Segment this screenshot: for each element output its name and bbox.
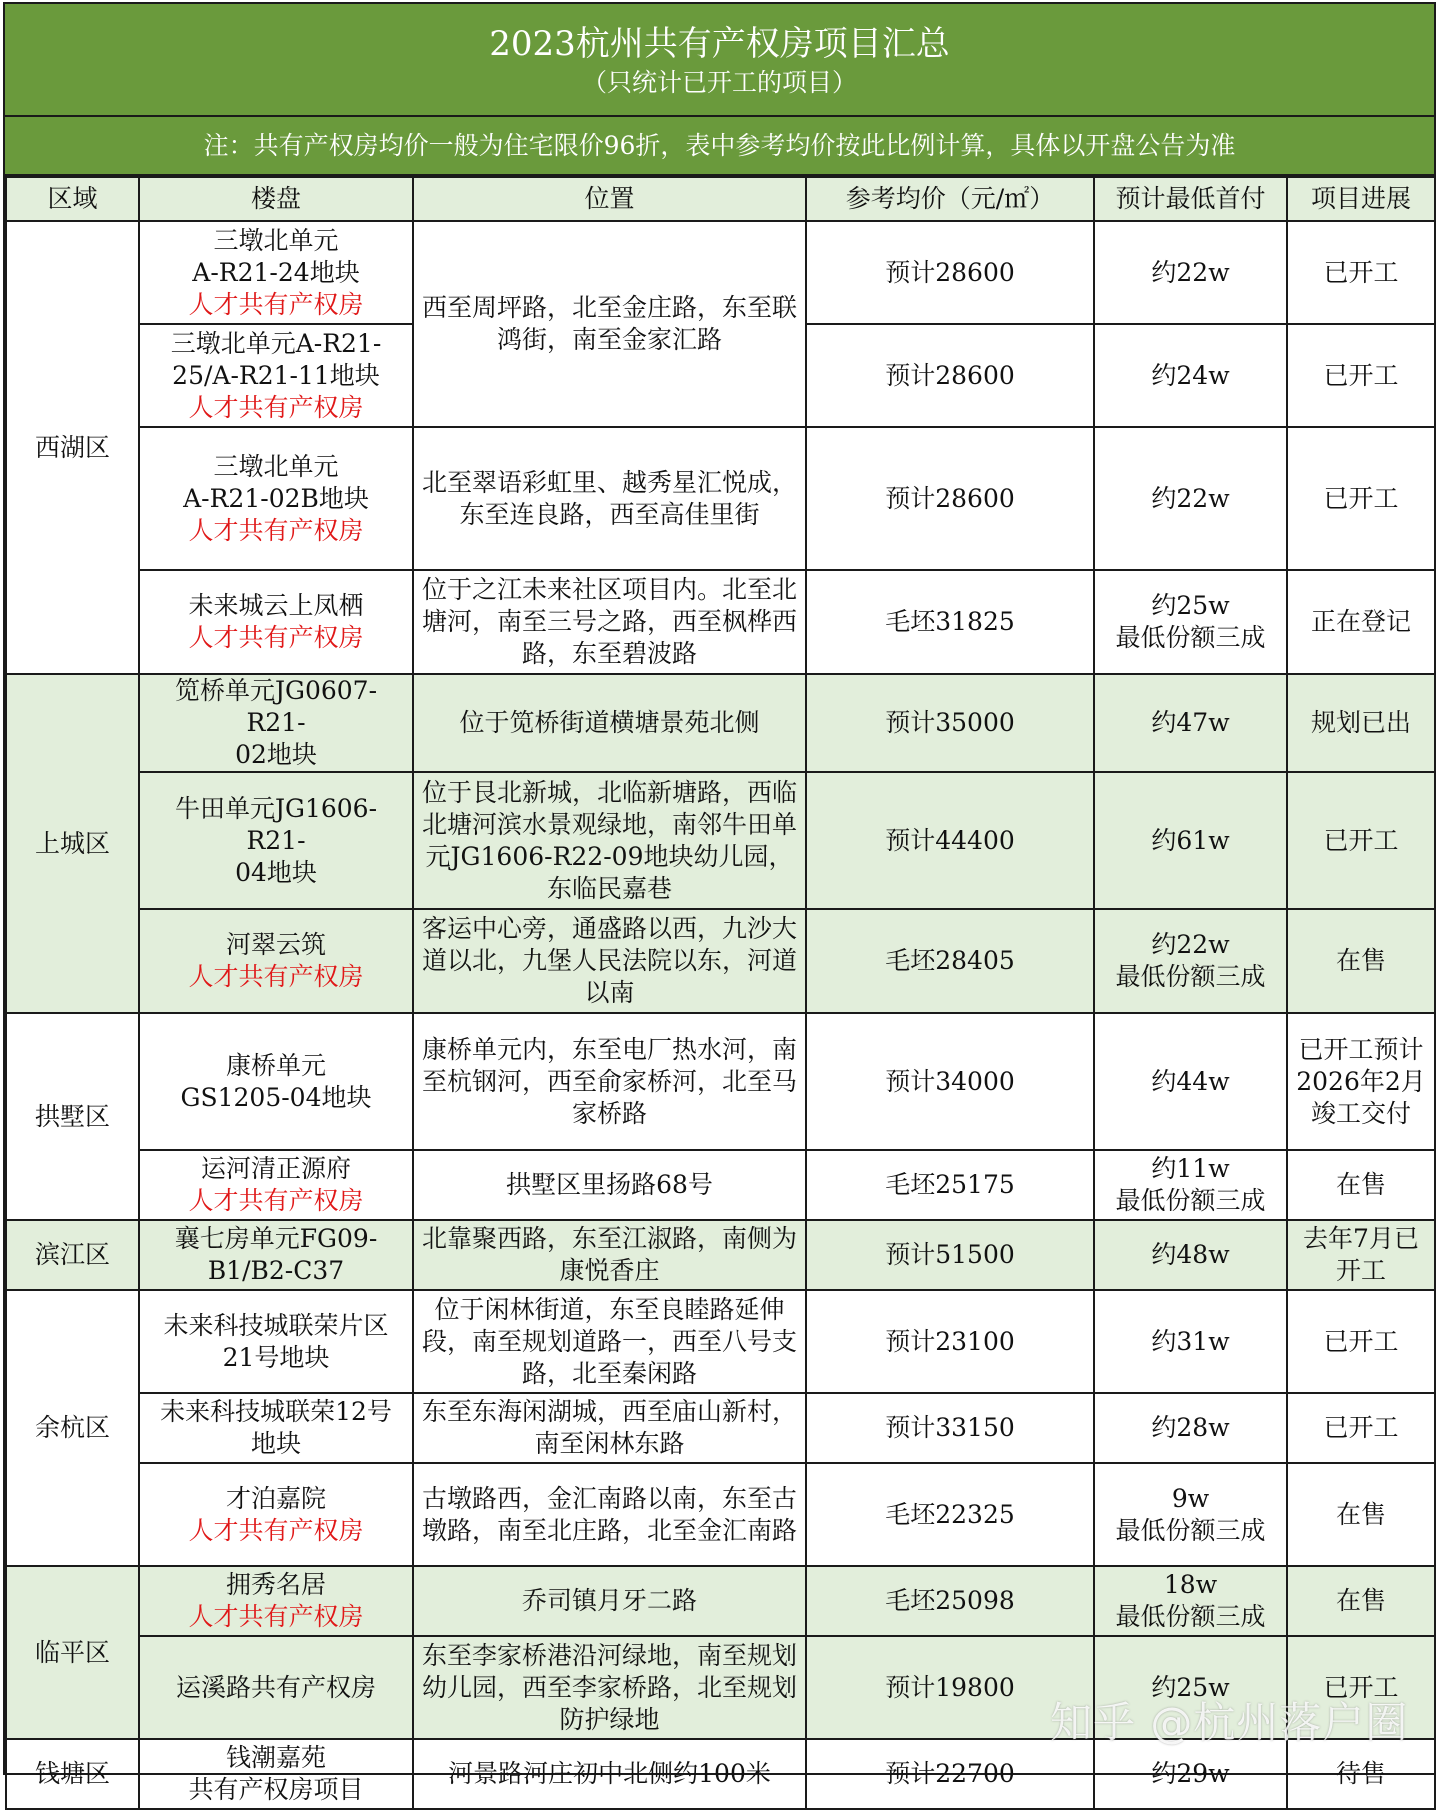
project-name-cell (139, 1290, 413, 1393)
table-row (6, 1463, 1435, 1566)
col-header-status: 项目进展 (1287, 177, 1435, 221)
downpayment-cell (1094, 1220, 1287, 1290)
talent-tag: 人才共有产权房 (188, 392, 364, 422)
table-row (6, 909, 1435, 1013)
downpayment-share: 最低份额三成 (1115, 1602, 1266, 1631)
downpayment-cell (1094, 909, 1287, 1013)
district-cell: 余杭区 (6, 1290, 139, 1566)
downpayment-value: 约25w (1151, 1672, 1230, 1702)
downpayment-value: 约22w (1151, 483, 1230, 513)
project-name-line: 钱潮嘉苑 (225, 1743, 326, 1772)
status-cell: 已开工 (1287, 427, 1435, 570)
project-name-line: 未来科技城联荣12号 (160, 1397, 392, 1426)
downpayment-share: 最低份额三成 (1115, 1186, 1266, 1215)
status-cell: 已开工 (1287, 1290, 1435, 1393)
project-name-cell (139, 1566, 413, 1636)
col-header-location: 位置 (413, 177, 806, 221)
project-name-line: 笕桥单元JG0607-R21- (174, 676, 378, 737)
project-name-line: 21号地块 (222, 1342, 330, 1372)
location-cell: 客运中心旁，通盛路以西，九沙大道以北，九堡人民法院以东，河道以南 (413, 909, 806, 1013)
project-name-cell (139, 427, 413, 570)
summary-sheet (3, 2, 1436, 1804)
status-cell: 待售 (1287, 1739, 1435, 1809)
district-cell: 西湖区 (6, 221, 139, 674)
table-row (6, 1566, 1435, 1636)
project-name-line: 02地块 (235, 740, 317, 769)
price-cell: 毛坯31825 (806, 570, 1094, 674)
downpayment-value: 约25w (1151, 591, 1230, 620)
col-header-district: 区域 (6, 177, 139, 221)
table-header-row (6, 177, 1435, 221)
downpayment-cell (1094, 674, 1287, 772)
talent-tag: 人才共有产权房 (188, 1186, 364, 1215)
downpayment-cell (1094, 772, 1287, 909)
project-name-cell (139, 909, 413, 1013)
status-cell: 在售 (1287, 1150, 1435, 1220)
status-cell: 正在登记 (1287, 570, 1435, 674)
downpayment-cell (1094, 1393, 1287, 1463)
project-name-cell (139, 1013, 413, 1150)
downpayment-cell (1094, 1013, 1287, 1150)
downpayment-share: 最低份额三成 (1115, 623, 1266, 652)
location-cell: 东至东海闲湖城，西至庙山新村，南至闲林东路 (413, 1393, 806, 1463)
status-cell: 已开工预计2026年2月竣工交付 (1287, 1013, 1435, 1150)
downpayment-value: 约11w (1151, 1154, 1230, 1183)
watermark: 知乎 @杭州落户圈 (1050, 1698, 1409, 1747)
status-cell: 已开工 (1287, 772, 1435, 909)
talent-tag: 人才共有产权房 (188, 1602, 364, 1631)
downpayment-cell (1094, 1150, 1287, 1220)
project-name-cell (139, 1463, 413, 1566)
project-name-cell (139, 1739, 413, 1809)
price-cell: 预计35000 (806, 674, 1094, 772)
project-name-line: B1/B2-C37 (207, 1256, 345, 1285)
col-header-downpayment: 预计最低首付 (1094, 177, 1287, 221)
downpayment-value: 约24w (1151, 360, 1230, 390)
location-cell: 拱墅区里扬路68号 (413, 1150, 806, 1220)
project-name-line: 才泊嘉院 (225, 1483, 326, 1513)
project-name-cell (139, 1636, 413, 1739)
project-name-line: A-R21-02B地块 (183, 483, 369, 513)
title-band (5, 4, 1434, 117)
downpayment-value: 约22w (1151, 930, 1230, 959)
page-title: 2023杭州共有产权房项目汇总 (489, 24, 950, 64)
location-cell: 河景路河庄初中北侧约100米 (413, 1739, 806, 1809)
price-cell: 预计44400 (806, 772, 1094, 909)
table-row (6, 1150, 1435, 1220)
project-name-line: 25/A-R21-11地块 (172, 360, 380, 390)
district-cell: 滨江区 (6, 1220, 139, 1290)
project-name-line: 运溪路共有产权房 (175, 1672, 376, 1702)
project-name-line: 拥秀名居 (225, 1570, 326, 1599)
price-cell: 预计51500 (806, 1220, 1094, 1290)
price-cell: 毛坯22325 (806, 1463, 1094, 1566)
location-cell: 北至翠语彩虹里、越秀星汇悦成，东至连良路，西至高佳里街 (413, 427, 806, 570)
district-cell: 临平区 (6, 1566, 139, 1739)
district-cell: 钱塘区 (6, 1739, 139, 1809)
downpayment-share: 最低份额三成 (1115, 1515, 1266, 1545)
table-row (6, 570, 1435, 674)
downpayment-value: 约48w (1151, 1240, 1230, 1269)
downpayment-value: 约47w (1151, 708, 1230, 737)
location-cell: 位于之江未来社区项目内。北至北塘河，南至三号之路，西至枫桦西路，东至碧波路 (413, 570, 806, 674)
district-cell: 拱墅区 (6, 1013, 139, 1220)
col-header-project: 楼盘 (139, 177, 413, 221)
talent-tag: 人才共有产权房 (188, 962, 364, 991)
project-name-line: GS1205-04地块 (180, 1082, 372, 1112)
location-cell: 东至李家桥港沿河绿地，南至规划幼儿园，西至李家桥路，北至规划防护绿地 (413, 1636, 806, 1739)
downpayment-cell (1094, 570, 1287, 674)
downpayment-value: 约31w (1151, 1326, 1230, 1356)
downpayment-value: 约29w (1151, 1759, 1230, 1788)
project-name-cell (139, 1393, 413, 1463)
location-cell: 康桥单元内，东至电厂热水河，南至杭钢河，西至俞家桥河，北至马家桥路 (413, 1013, 806, 1150)
project-name-line: A-R21-24地块 (192, 257, 360, 287)
project-name-line: 三墩北单元A-R21- (170, 328, 382, 358)
downpayment-value: 约61w (1151, 825, 1230, 855)
location-cell: 位于笕桥街道横塘景苑北侧 (413, 674, 806, 772)
table-row (6, 1220, 1435, 1290)
project-name-cell (139, 674, 413, 772)
project-name-line: 牛田单元JG1606-R21- (174, 793, 378, 855)
downpayment-cell (1094, 1566, 1287, 1636)
price-cell: 预计33150 (806, 1393, 1094, 1463)
project-name-line: 04地块 (235, 857, 317, 887)
talent-tag: 人才共有产权房 (188, 623, 364, 652)
project-name-line: 河翠云筑 (225, 930, 326, 959)
downpayment-cell (1094, 1463, 1287, 1566)
project-name-cell (139, 324, 413, 427)
price-cell: 预计28600 (806, 221, 1094, 324)
project-name-cell (139, 772, 413, 909)
downpayment-cell (1094, 221, 1287, 324)
downpayment-value: 约28w (1151, 1413, 1230, 1442)
downpayment-value: 约44w (1151, 1066, 1230, 1096)
table-row (6, 427, 1435, 570)
price-cell: 毛坯25098 (806, 1566, 1094, 1636)
status-cell: 规划已出 (1287, 674, 1435, 772)
project-name-line: 三墩北单元 (213, 225, 339, 255)
status-cell: 在售 (1287, 1463, 1435, 1566)
project-name-cell (139, 1150, 413, 1220)
talent-tag: 人才共有产权房 (188, 515, 364, 545)
location-cell: 西至周坪路，北至金庄路，东至联鸿街，南至金家汇路 (413, 221, 806, 427)
project-name-line: 运河清正源府 (200, 1154, 351, 1183)
location-cell: 位于艮北新城，北临新塘路，西临北塘河滨水景观绿地，南邻牛田单元JG1606-R22-09地块幼儿园，东临民嘉巷 (413, 772, 806, 909)
price-cell: 毛坯28405 (806, 909, 1094, 1013)
downpayment-cell (1094, 1290, 1287, 1393)
project-name-cell (139, 221, 413, 324)
project-name-line: 共有产权房项目 (188, 1775, 364, 1804)
downpayment-value: 9w (1171, 1483, 1210, 1513)
status-cell: 在售 (1287, 909, 1435, 1013)
table-row (6, 1013, 1435, 1150)
table-row (6, 221, 1435, 324)
page-subtitle: （只统计已开工的项目） (581, 68, 857, 97)
project-name-cell (139, 570, 413, 674)
project-name-line: 未来科技城联荣片区 (163, 1310, 389, 1340)
project-name-cell (139, 1220, 413, 1290)
downpayment-cell (1094, 324, 1287, 427)
district-cell: 上城区 (6, 674, 139, 1013)
downpayment-value: 18w (1163, 1570, 1218, 1599)
table-row (6, 772, 1435, 909)
table-row (6, 674, 1435, 772)
status-cell: 去年7月已开工 (1287, 1220, 1435, 1290)
status-cell: 已开工 (1287, 1636, 1435, 1739)
talent-tag: 人才共有产权房 (188, 289, 364, 319)
downpayment-share: 最低份额三成 (1115, 962, 1266, 991)
price-cell: 预计34000 (806, 1013, 1094, 1150)
price-cell: 预计19800 (806, 1636, 1094, 1739)
location-cell: 北靠聚西路，东至江淑路，南侧为康悦香庄 (413, 1220, 806, 1290)
col-header-price: 参考均价（元/㎡） (806, 177, 1094, 221)
status-cell: 已开工 (1287, 1393, 1435, 1463)
talent-tag: 人才共有产权房 (188, 1515, 364, 1545)
price-cell: 预计23100 (806, 1290, 1094, 1393)
price-cell: 预计22700 (806, 1739, 1094, 1809)
location-cell: 乔司镇月牙二路 (413, 1566, 806, 1636)
table-row (6, 1393, 1435, 1463)
price-note: 注：共有产权房均价一般为住宅限价96折，表中参考均价按此比例计算，具体以开盘公告为准 (5, 117, 1434, 176)
status-cell: 已开工 (1287, 324, 1435, 427)
project-name-line: 未来城云上凤栖 (188, 591, 364, 620)
project-name-line: 地块 (250, 1429, 301, 1458)
location-cell: 位于闲林街道，东至良睦路延伸段，南至规划道路一，西至八号支路，北至秦闲路 (413, 1290, 806, 1393)
price-cell: 毛坯25175 (806, 1150, 1094, 1220)
project-name-line: 康桥单元 (225, 1050, 326, 1080)
project-name-line: 三墩北单元 (213, 451, 339, 481)
location-cell: 古墩路西，金汇南路以南，东至古墩路，南至北庄路，北至金汇南路 (413, 1463, 806, 1566)
table-row (6, 1290, 1435, 1393)
status-cell: 已开工 (1287, 221, 1435, 324)
project-name-line: 襄七房单元FG09- (174, 1224, 378, 1253)
status-cell: 在售 (1287, 1566, 1435, 1636)
downpayment-cell (1094, 427, 1287, 570)
downpayment-value: 约22w (1151, 257, 1230, 287)
price-cell: 预计28600 (806, 427, 1094, 570)
project-table (5, 176, 1436, 1810)
price-cell: 预计28600 (806, 324, 1094, 427)
